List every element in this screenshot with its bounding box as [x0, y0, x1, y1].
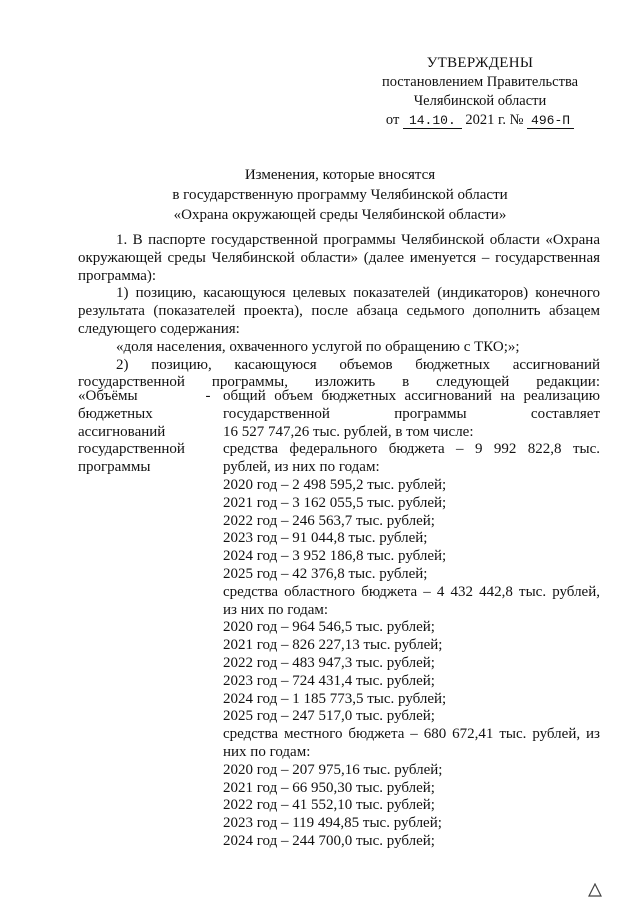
- budget-label-column: [78, 388, 196, 477]
- federal-line-1: средства федерального бюджета – 9 992 822,8 тыс.: [223, 441, 600, 458]
- federal-year-2021: 2021 год – 3 162 055,5 тыс. рублей;: [223, 494, 447, 511]
- label-line-2: бюджетных: [78, 405, 153, 422]
- label-line-4: государственной: [78, 441, 185, 458]
- local-year-2023: 2023 год – 119 494,85 тыс. рублей;: [223, 815, 442, 832]
- local-year-2022: 2022 год – 41 552,10 тыс. рублей;: [223, 797, 435, 814]
- local-line-2: них по годам:: [223, 743, 311, 760]
- paragraph-1: 1. В паспорте государственной программы Челябинской области «Охрана окружающей среды Челябинской области» (далее именуется – государственная программа):: [78, 232, 600, 284]
- approval-block: [360, 54, 600, 130]
- approval-date-line: [360, 111, 600, 130]
- approval-number: 496-П: [527, 113, 574, 129]
- intro-line-1: общий объем бюджетных ассигнований на реализацию: [223, 388, 600, 404]
- local-year-2024: 2024 год – 244 700,0 тыс. рублей;: [223, 832, 435, 849]
- paragraph-4: 2) позицию, касающуюся объемов бюджетных ассигнований государственной программы, изложить в следующей редакции:: [78, 356, 600, 391]
- regional-year-2020: 2020 год – 964 546,5 тыс. рублей;: [223, 619, 435, 636]
- regional-year-2022: 2022 год – 483 947,3 тыс. рублей;: [223, 654, 435, 671]
- local-year-2020: 2020 год – 207 975,16 тыс. рублей;: [223, 761, 443, 778]
- approval-line-1: постановлением Правительства: [381, 74, 579, 90]
- approval-date: 14.10.: [403, 113, 462, 129]
- regional-line-1: средства областного бюджета – 4 432 442,8 тыс. рублей,: [223, 583, 600, 600]
- table-dash: -: [205, 388, 211, 404]
- title-line-3: «Охрана окружающей среды Челябинской области»: [173, 207, 507, 223]
- label-line-5: программы: [78, 459, 151, 476]
- regional-year-2023: 2023 год – 724 431,4 тыс. рублей;: [223, 672, 435, 689]
- federal-year-2023: 2023 год – 91 044,8 тыс. рублей;: [223, 530, 428, 547]
- paragraph-3: «доля населения, охваченного услугой по обращению с ТКО;»;: [116, 338, 520, 355]
- approval-from-prefix: от: [385, 112, 400, 128]
- approval-heading: УТВЕРЖДЕНЫ: [426, 55, 534, 71]
- label-line-3: ассигнований: [78, 423, 166, 440]
- approval-line-2: Челябинской области: [413, 93, 547, 109]
- budget-value-column: [223, 388, 600, 851]
- paragraph-2: 1) позицию, касающуюся целевых показателей (индикаторов) конечного результата (показателей проекта), после абзаца седьмого дополнить абзацем следующего содержания:: [78, 285, 600, 337]
- local-year-2021: 2021 год – 66 950,30 тыс. рублей;: [223, 779, 435, 796]
- regional-year-2021: 2021 год – 826 227,13 тыс. рублей;: [223, 637, 443, 654]
- regional-year-2024: 2024 год – 1 185 773,5 тыс. рублей;: [223, 690, 447, 707]
- title-line-1: Изменения, которые вносятся: [244, 167, 436, 183]
- federal-year-2024: 2024 год – 3 952 186,8 тыс. рублей;: [223, 548, 447, 565]
- document-body: [78, 232, 600, 392]
- federal-year-2022: 2022 год – 246 563,7 тыс. рублей;: [223, 512, 435, 529]
- regional-year-2025: 2025 год – 247 517,0 тыс. рублей;: [223, 708, 435, 725]
- federal-line-2: рублей, из них по годам:: [223, 459, 380, 476]
- federal-year-2025: 2025 год – 42 376,8 тыс. рублей;: [223, 565, 428, 582]
- approval-year-text: 2021 г. №: [465, 112, 524, 128]
- corner-mark-icon: [588, 883, 602, 897]
- intro-line-3: 16 527 747,26 тыс. рублей, в том числе:: [223, 423, 474, 440]
- title-line-2: в государственную программу Челябинской области: [172, 187, 508, 203]
- federal-year-2020: 2020 год – 2 498 595,2 тыс. рублей;: [223, 476, 447, 493]
- local-line-1: средства местного бюджета – 680 672,41 тыс. рублей, из: [223, 726, 600, 743]
- document-title: [80, 165, 600, 225]
- label-line-1: «Объёмы: [78, 388, 138, 404]
- intro-line-2: государственной программы составляет: [223, 405, 600, 422]
- regional-line-2: из них по годам:: [223, 601, 329, 618]
